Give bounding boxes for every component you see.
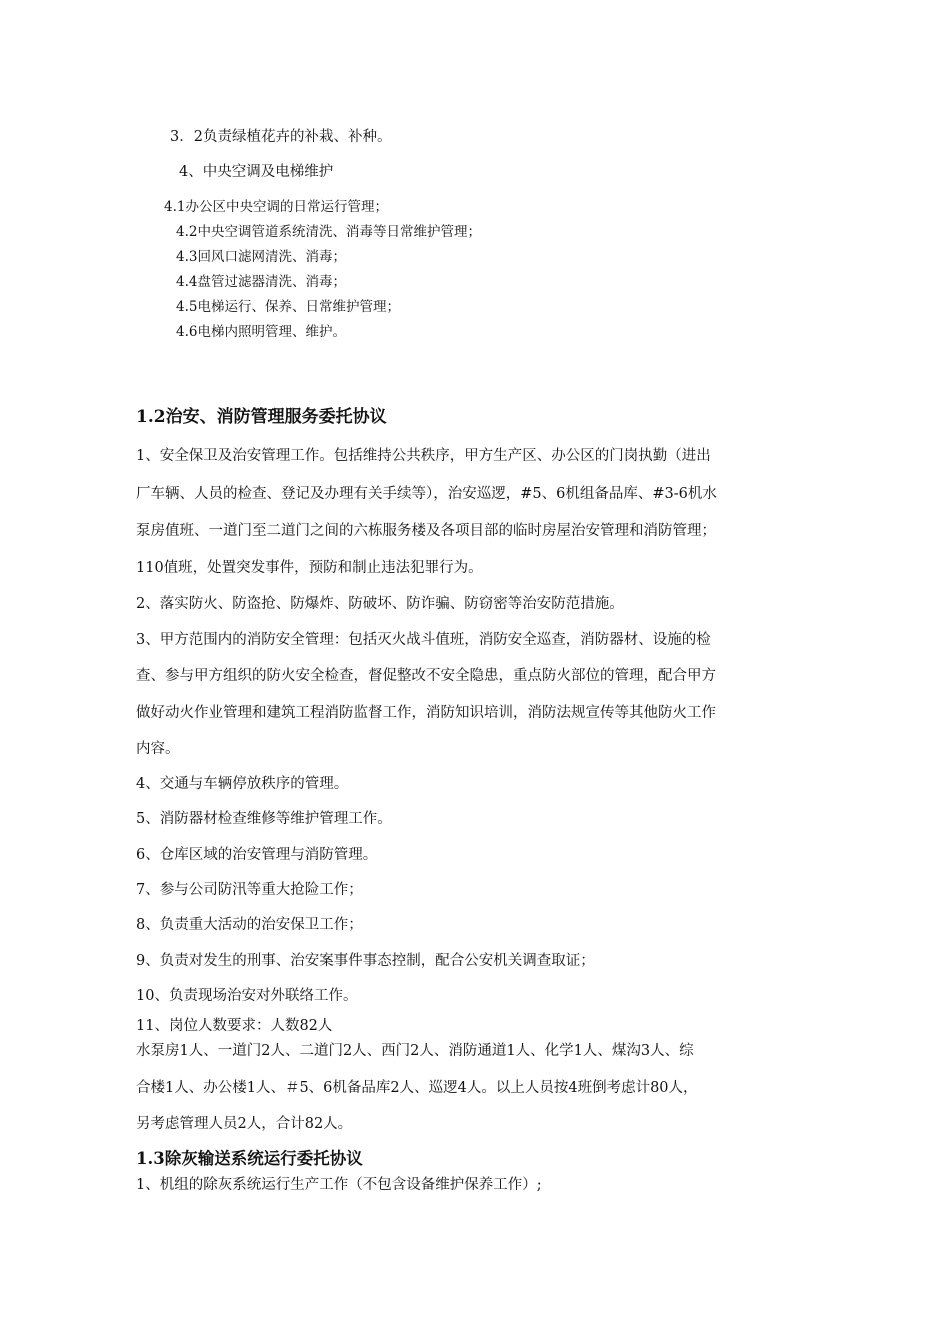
- list-item: 4.2中央空调管道系统清洗、消毒等日常维护管理；: [176, 224, 481, 240]
- paragraph-line: 1、安全保卫及治安管理工作。包括维持公共秩序，甲方生产区、办公区的门岗执勤（进出: [136, 448, 711, 464]
- list-item: 4.5电梯运行、保养、日常维护管理；: [176, 299, 400, 315]
- list-item: 4.1办公区中央空调的日常运行管理；: [164, 199, 388, 215]
- paragraph-line: 9、负责对发生的刑事、治安案事件事态控制，配合公安机关调查取证；: [136, 953, 595, 969]
- paragraph-line: 厂车辆、人员的检查、登记及办理有关手续等），治安巡逻，#5、6机组备品库、#3-6机水: [136, 486, 717, 502]
- paragraph-line: 5、消防器材检查维修等维护管理工作。: [136, 811, 392, 827]
- paragraph-line: 8、负责重大活动的治安保卫工作；: [136, 917, 363, 933]
- list-item: 4.4盘管过滤器清洗、消毒；: [176, 274, 346, 290]
- paragraph-line: 7、参与公司防汛等重大抢险工作；: [136, 882, 363, 898]
- section-heading: 1.2治安、消防管理服务委托协议: [136, 407, 387, 427]
- paragraph-line: 另考虑管理人员2人，合计82人。: [136, 1116, 353, 1132]
- paragraph-line: 1、机组的除灰系统运行生产工作（不包含设备维护保养工作）;: [136, 1177, 542, 1193]
- paragraph-line: 11、岗位人数要求：人数82人: [136, 1018, 333, 1034]
- paragraph-line: 内容。: [136, 741, 180, 757]
- paragraph-line: 查、参与甲方组织的防火安全检查，督促整改不安全隐患，重点防火部位的管理，配合甲方: [136, 668, 716, 684]
- paragraph-line: 10、负责现场治安对外联络工作。: [136, 988, 358, 1004]
- paragraph-line: 水泵房1人、一道门2人、二道门2人、西门2人、消防通道1人、化学1人、煤沟3人、综: [136, 1043, 694, 1059]
- paragraph-line: 6、仓库区域的治安管理与消防管理。: [136, 847, 378, 863]
- list-item: 4、中央空调及电梯维护: [179, 164, 334, 180]
- paragraph-line: 110值班，处置突发事件，预防和制止违法犯罪行为。: [136, 560, 483, 576]
- paragraph-line: 3、甲方范围内的消防安全管理：包括灭火战斗值班，消防安全巡查，消防器材、设施的检: [136, 632, 711, 648]
- paragraph-line: 2、落实防火、防盗抢、防爆炸、防破坏、防诈骗、防窃密等治安防范措施。: [136, 596, 624, 612]
- section-heading: 1.3除灰输送系统运行委托协议: [136, 1149, 363, 1168]
- list-item: 4.3回风口滤网清洗、消毒；: [176, 249, 346, 265]
- paragraph-line: 做好动火作业管理和建筑工程消防监督工作，消防知识培训，消防法规宣传等其他防火工作: [136, 705, 716, 721]
- list-item: 4.6电梯内照明管理、维护。: [176, 324, 346, 340]
- paragraph-line: 泵房值班、一道门至二道门之间的六栋服务楼及各项目部的临时房屋治安管理和消防管理；: [136, 523, 716, 539]
- list-item: 3．2负责绿植花卉的补栽、补种。: [170, 129, 392, 145]
- paragraph-line: 合楼1人、办公楼1人、＃5、6机备品库2人、巡逻4人。以上人员按4班倒考虑计80人，: [136, 1080, 698, 1096]
- paragraph-line: 4、交通与车辆停放秩序的管理。: [136, 776, 349, 792]
